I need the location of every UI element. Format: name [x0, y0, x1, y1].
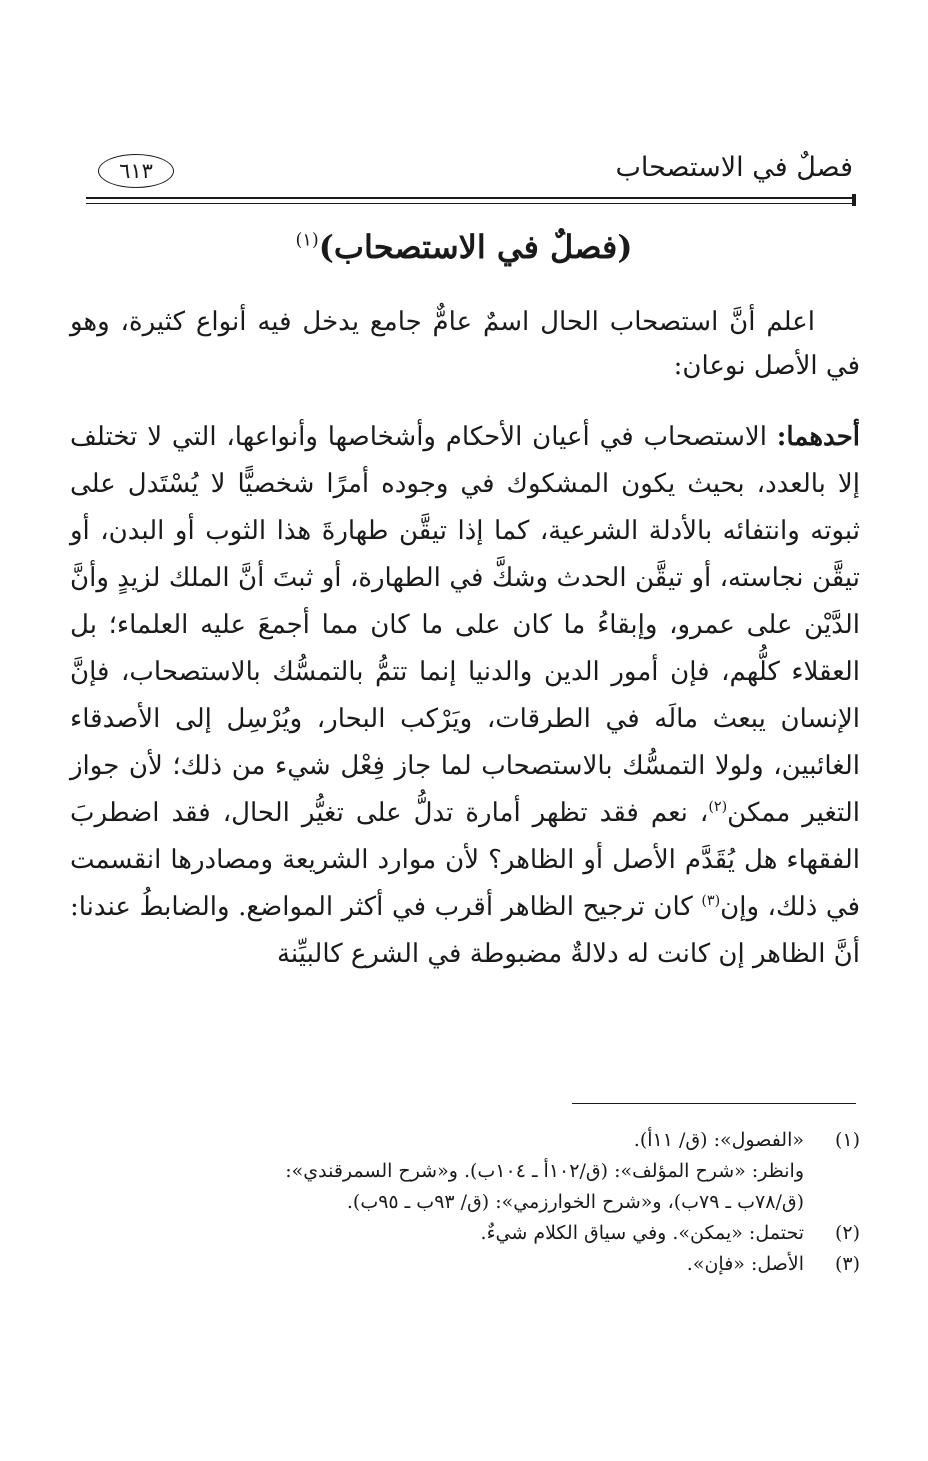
- footnote-3: [70, 1249, 860, 1280]
- footnote-text: الأصل: «فإن».: [686, 1253, 804, 1275]
- footnote-number: (٢): [834, 1222, 860, 1244]
- footnote-1: [70, 1125, 860, 1156]
- chapter-title: (فصلٌ في الاستصحاب): [318, 228, 633, 266]
- main-text-part-3: كان ترجيح الظاهر أقرب في أكثر المواضع. والضابطُ عندنا: أنَّ الظاهر إن كانت له دلالةٌ مضبوطة في الشرع كالبيِّنة: [70, 892, 860, 969]
- paragraph-lead-word: أحدهما:: [776, 422, 860, 452]
- chapter-heading: [0, 225, 928, 269]
- intro-paragraph: [70, 300, 860, 388]
- main-text-part-2: ، نعم فقد تظهر أمارة تدلُّ على تغيُّر الحال، فقد اضطربَ الفقهاء هل يُقَدَّم الأصل أو الظاهر؟ لأن موارد الشريعة ومصادرها انقسمت في ذلك، وإن: [70, 798, 860, 922]
- main-text-part-1: الاستصحاب في أعيان الأحكام وأشخاصها وأنواعها، التي لا تختلف إلا بالعدد، بحيث يكون المشكوك في وجوده أمرًا شخصيًّا لا يُسْتَدل على ثبوته وانتفائه بالأدلة الشرعية، كما إذا تيقَّن طهارةَ هذا الثوب أو البدن، أو تيقَّن نجاسته، أو تيقَّن الحدث وشكَّ في الطهارة، أو ثبتَ أنَّ الملك لزيدٍ وأنَّ الدَّيْن على عمرو، وإبقاءُ ما كان على ما كان مما أجمعَ عليه العلماء؛ بل العقلاء كلُّهم، فإن أمور الدين والدنيا إنما تتمُّ بالتمسُّك بالاستصحاب، فإنَّ الإنسان يبعث مالَه في الطرقات، ويَرْكب البحار، ويُرْسِل إلى الأصدقاء الغائبين، ولولا التمسُّك بالاستصحاب لما جاز فِعْل شيء من ذلك؛ لأن جواز التغير ممكن: [70, 422, 861, 828]
- header-rule-end: [852, 194, 856, 206]
- intro-text: اعلم أنَّ استصحاب الحال اسمٌ عامٌّ جامع يدخل فيه أنواع كثيرة، وهو في الأصل نوعان:: [70, 307, 860, 381]
- page-number: [98, 154, 174, 188]
- footnote-ref-2: (٢): [708, 799, 728, 815]
- page-number-text: ٦١٣: [119, 158, 153, 183]
- footnote-separator: [572, 1103, 856, 1104]
- header-rule: [86, 197, 856, 204]
- footnote-ref-3: (٣): [701, 893, 721, 909]
- footnote-text: «الفصول»: (ق/ ١١أ).: [633, 1129, 804, 1151]
- footnote-number: (٣): [834, 1253, 860, 1275]
- footnote-1-line-3: (ق/٧٨ب ـ ٧٩ب)، و«شرح الخوارزمي»: (ق/ ٩٣ب ـ ٩٥ب).: [346, 1191, 804, 1213]
- footnote-2: [70, 1218, 860, 1249]
- footnote-text: تحتمل: «يمكن». وفي سياق الكلام شيءٌ.: [480, 1222, 804, 1244]
- main-paragraph: [70, 414, 860, 978]
- footnote-1-line-2: وانظر: «شرح المؤلف»: (ق/١٠٢أ ـ ١٠٤ب). و«شرح السمرقندي»:: [285, 1160, 804, 1182]
- footnote-ref-1: (١): [295, 230, 319, 251]
- footnote-number: (١): [834, 1129, 860, 1151]
- footnotes: [70, 1125, 860, 1280]
- running-header-title: فصلٌ في الاستصحاب: [615, 152, 853, 183]
